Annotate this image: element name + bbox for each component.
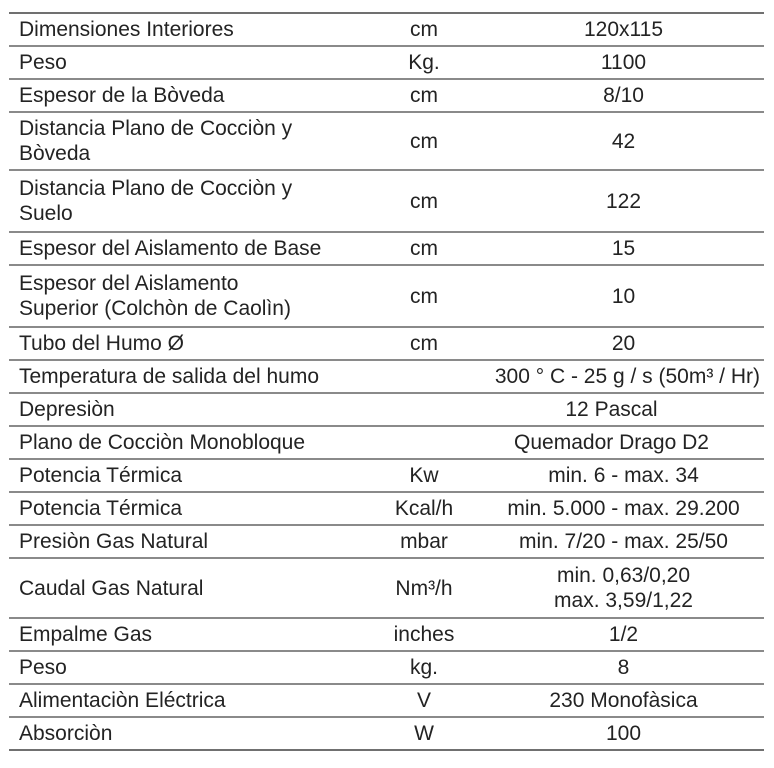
table-row — [9, 327, 764, 360]
param-cell: Presiòn Gas Natural — [9, 525, 365, 558]
value-cell: 122 — [477, 170, 764, 232]
value-cell: 8 — [477, 651, 764, 684]
value-cell: 42 — [477, 112, 764, 170]
param-line: Bòveda — [19, 142, 91, 165]
value-cell: min. 5.000 - max. 29.200 — [477, 492, 764, 525]
unit-cell: Kcal/h — [365, 492, 477, 525]
value-cell: 12 Pascal — [365, 393, 764, 426]
value-cell: Quemador Drago D2 — [365, 426, 764, 459]
value-cell: 120x115 — [583, 18, 664, 41]
table-row — [9, 426, 764, 459]
table-row — [9, 13, 764, 46]
table-row — [9, 525, 764, 558]
param-cell: Espesor de la Bòveda — [9, 79, 365, 112]
unit-cell: mbar — [365, 525, 477, 558]
param-cell: Alimentaciòn Eléctrica — [9, 684, 365, 717]
unit-cell: V — [365, 684, 477, 717]
value-cell: 10 — [477, 265, 764, 327]
table-row — [9, 459, 764, 492]
value-cell: min. 6 - max. 34 — [477, 459, 764, 492]
param-line: Suelo — [19, 202, 73, 225]
value-line: max. 3,59/1,22 — [554, 589, 693, 612]
table-row — [9, 684, 764, 717]
value-cell: 300 ° C - 25 g / s (50m³ / Hr) — [365, 360, 764, 393]
value-cell: 1100 — [477, 46, 764, 79]
param-line: Distancia Plano de Cocciòn y — [19, 177, 293, 200]
param-line: Superior (Colchòn de Caolìn) — [19, 297, 291, 320]
value-cell: 15 — [477, 232, 764, 265]
param-cell: Absorciòn — [9, 717, 365, 750]
table-row — [9, 360, 764, 393]
param-cell: Plano de Cocciòn Monobloque — [9, 426, 365, 459]
unit-cell: cm — [410, 18, 438, 41]
table-row — [9, 618, 764, 651]
unit-cell: kg. — [365, 651, 477, 684]
param-cell: Temperatura de salida del humo — [9, 360, 365, 393]
param-cell: Empalme Gas — [9, 618, 365, 651]
value-cell: 230 Monofàsica — [477, 684, 764, 717]
table-row — [9, 717, 764, 750]
unit-cell: cm — [365, 170, 477, 232]
unit-cell: Kg. — [365, 46, 477, 79]
table-row — [9, 558, 764, 618]
unit-cell: cm — [365, 265, 477, 327]
value-cell: 100 — [477, 717, 764, 750]
param-cell: Espesor del Aislamento de Base — [9, 232, 365, 265]
table-row — [9, 265, 764, 327]
param-cell: Peso — [9, 46, 365, 79]
unit-cell: W — [365, 717, 477, 750]
spec-table — [9, 12, 764, 751]
table-row — [9, 651, 764, 684]
value-cell: 1/2 — [477, 618, 764, 651]
param-cell: Depresiòn — [9, 393, 365, 426]
param-cell: Potencia Térmica — [9, 492, 365, 525]
value-cell — [477, 558, 764, 618]
unit-cell: cm — [365, 232, 477, 265]
param-cell: Caudal Gas Natural — [9, 558, 365, 618]
unit-cell: inches — [365, 618, 477, 651]
unit-cell: Kw — [365, 459, 477, 492]
param-cell — [9, 170, 365, 232]
param-cell: Peso — [9, 651, 365, 684]
table-row — [9, 170, 764, 232]
table-row — [9, 79, 764, 112]
param-cell: Tubo del Humo Ø — [9, 327, 365, 360]
param-cell — [9, 112, 365, 170]
param-cell — [9, 265, 365, 327]
unit-cell: cm — [365, 79, 477, 112]
unit-cell: Nm³/h — [365, 558, 477, 618]
param-line: Espesor del Aislamento — [19, 272, 239, 295]
param-cell: Potencia Térmica — [9, 459, 365, 492]
value-cell: 8/10 — [477, 79, 764, 112]
table-row — [9, 492, 764, 525]
param-cell: Dimensiones Interiores — [19, 18, 234, 41]
table-row — [9, 232, 764, 265]
unit-cell: cm — [365, 327, 477, 360]
table-row — [9, 112, 764, 170]
value-cell: min. 7/20 - max. 25/50 — [477, 525, 764, 558]
value-cell: 20 — [477, 327, 764, 360]
value-line: min. 0,63/0,20 — [556, 564, 691, 587]
table-row — [9, 393, 764, 426]
table-row — [9, 46, 764, 79]
unit-cell: cm — [365, 112, 477, 170]
param-line: Distancia Plano de Cocciòn y — [19, 117, 293, 140]
